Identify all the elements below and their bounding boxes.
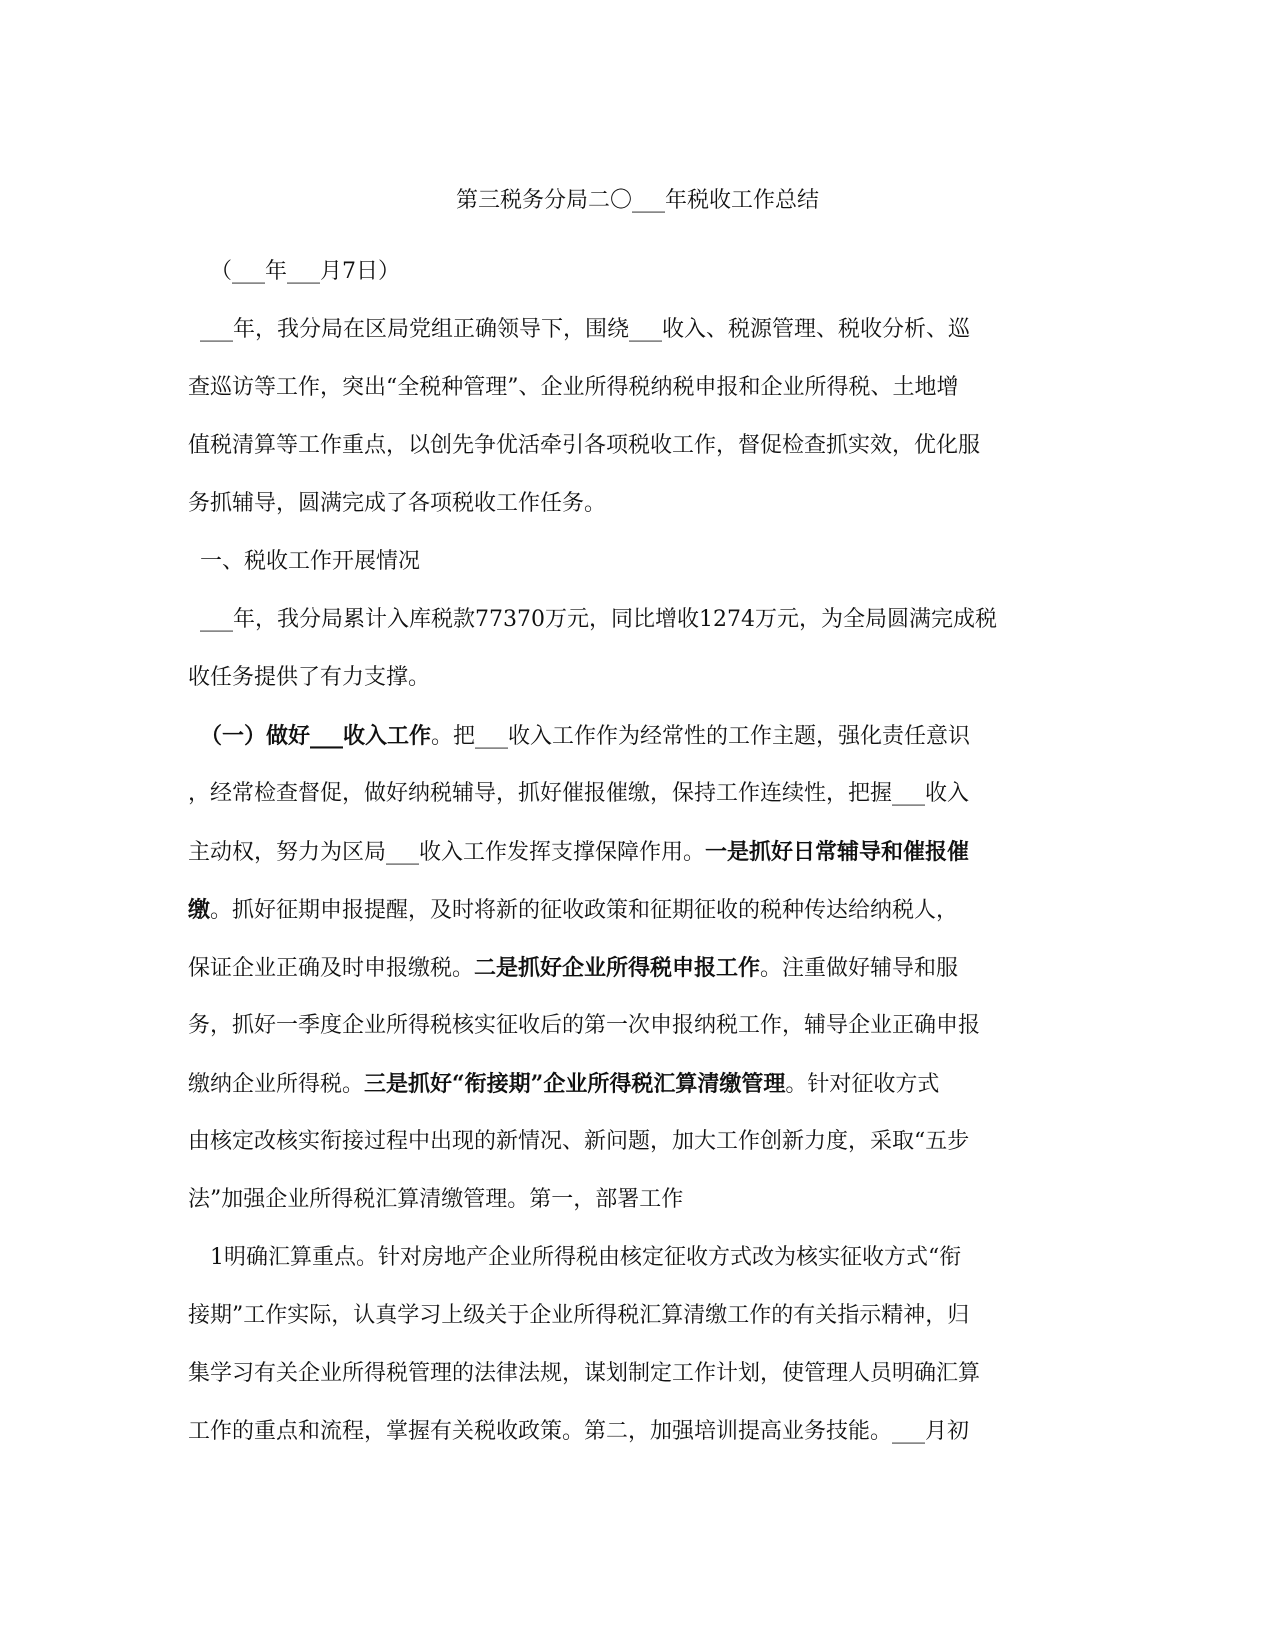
paragraph-line: 缴。抓好征期申报提醒，及时将新的征收政策和征期征收的税种传达给纳税人，: [188, 897, 959, 923]
paragraph-line: 缴纳企业所得税。三是抓好“衔接期”企业所得税汇算清缴管理。针对征收方式: [188, 1071, 940, 1097]
paragraph-line: 集学习有关企业所得税管理的法律法规，谋划制定工作计划，使管理人员明确汇算: [188, 1361, 981, 1386]
paragraph-line: 保证企业正确及时申报缴税。二是抓好企业所得税申报工作。注重做好辅导和服: [188, 955, 959, 981]
paragraph-line: ，经常检查督促，做好纳税辅导，抓好催报催缴，保持工作连续性，把握___收入: [188, 781, 970, 806]
document-body: [188, 243, 1088, 1461]
paragraph-line: （一）做好___收入工作。把___收入工作作为经常性的工作主题，强化责任意识: [200, 723, 971, 749]
paragraph-line: ___年，我分局累计入库税款77370万元，同比增收1274万元，为全局圆满完成税: [200, 607, 997, 632]
paragraph-line: 务，抓好一季度企业所得税核实征收后的第一次申报纳税工作，辅导企业正确申报: [188, 1013, 981, 1038]
emphasis-point-one-end: 缴: [188, 897, 211, 923]
document-title: 第三税务分局二〇___年税收工作总结: [455, 188, 819, 213]
paragraph-line: 由核定改核实衔接过程中出现的新情况、新问题，加大工作创新力度，采取“五步: [188, 1129, 970, 1154]
paragraph-line: 工作的重点和流程，掌握有关税收政策。第二，加强培训提高业务技能。___月初: [188, 1419, 970, 1444]
date-line: （___年___月7日）: [210, 259, 400, 284]
subsection-heading: （一）做好___收入工作: [200, 723, 432, 749]
paragraph-line: 主动权，努力为区局___收入工作发挥支撑保障作用。一是抓好日常辅导和催报催: [188, 839, 970, 865]
paragraph-line: 1明确汇算重点。针对房地产企业所得税由核定征收方式改为核实征收方式“衔: [210, 1245, 962, 1270]
paragraph-line: 务抓辅导，圆满完成了各项税收工作任务。: [188, 491, 607, 516]
emphasis-point-one: 一是抓好日常辅导和催报催: [705, 839, 970, 865]
paragraph-line: ___年，我分局在区局党组正确领导下，围绕___收入、税源管理、税收分析、巡: [200, 317, 971, 342]
emphasis-point-three: 三是抓好“衔接期”企业所得税汇算清缴管理: [364, 1071, 786, 1097]
emphasis-point-two: 二是抓好企业所得税申报工作: [474, 955, 761, 981]
paragraph-line: 收任务提供了有力支撑。: [188, 665, 431, 690]
paragraph-line: 接期”工作实际，认真学习上级关于企业所得税汇算清缴工作的有关指示精神，归: [188, 1303, 970, 1328]
paragraph-line: 法”加强企业所得税汇算清缴管理。第一，部署工作: [188, 1187, 684, 1212]
paragraph-line: 值税清算等工作重点，以创先争优活牵引各项税收工作，督促检查抓实效，优化服: [188, 433, 981, 458]
section-heading: 一、税收工作开展情况: [200, 549, 421, 574]
paragraph-line: 查巡访等工作，突出“全税种管理”、企业所得税纳税申报和企业所得税、土地增: [188, 375, 959, 400]
